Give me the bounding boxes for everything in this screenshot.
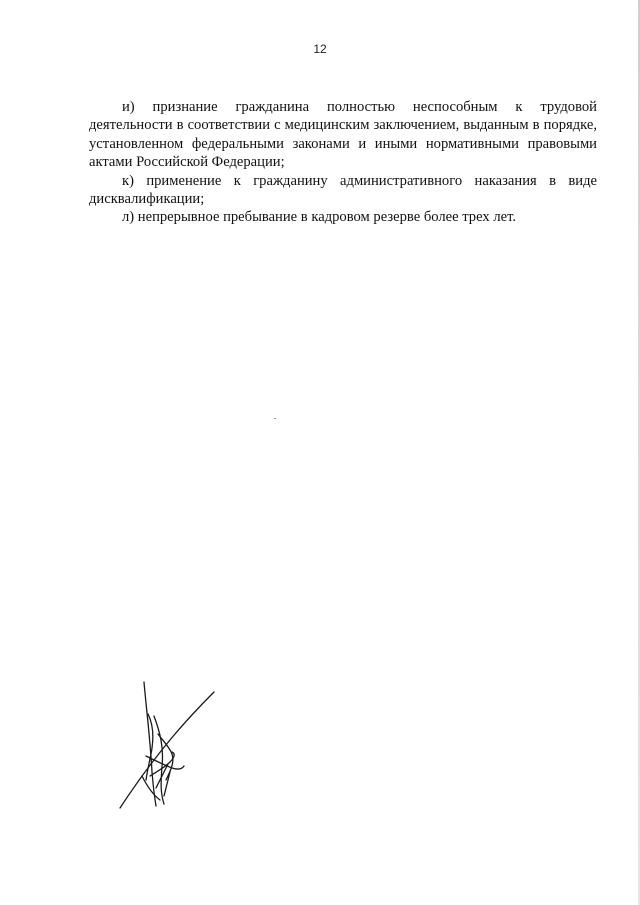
handwritten-signature	[112, 676, 224, 816]
scan-speck	[274, 418, 276, 419]
paragraph-i: и) признание гражданина полностью неспособным к трудовой деятельности в соответствии с медицинским заключением, выданным в порядке, установленном федеральными законами и иными нормативными правовыми актами Российской Федерации;	[89, 99, 597, 171]
paragraph-l: л) непрерывное пребывание в кадровом резерве более трех лет.	[122, 209, 517, 226]
document-body	[89, 98, 597, 227]
paragraph-k: к) применение к гражданину административного наказания в виде дисквалификации;	[89, 172, 597, 208]
page-number: 12	[313, 42, 327, 56]
